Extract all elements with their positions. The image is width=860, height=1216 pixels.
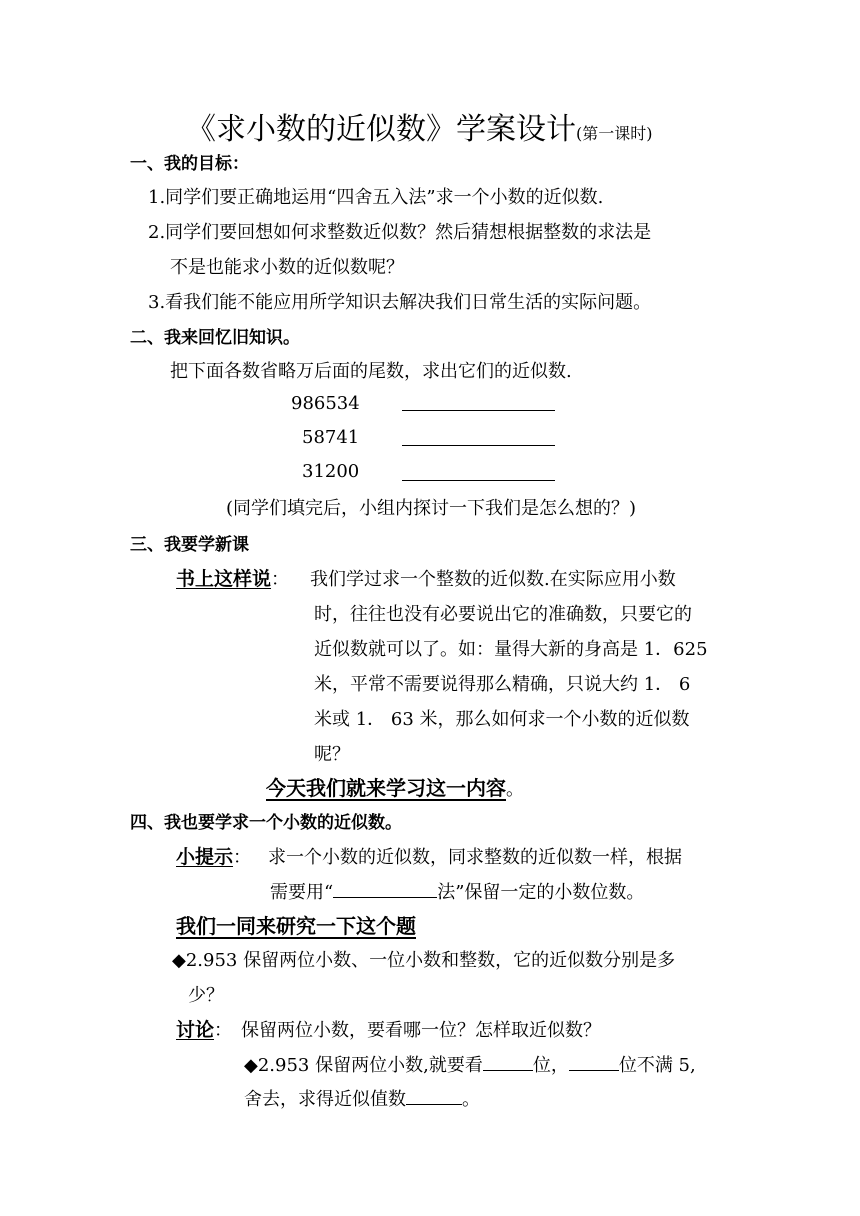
- book-line-5: 米或 1． 63 米，那么如何求一个小数的近似数: [314, 709, 690, 730]
- answer-blank-1[interactable]: [402, 410, 555, 411]
- digit-blank-1[interactable]: [483, 1054, 533, 1071]
- goal-item-3: 3.看我们能不能应用所学知识去解决我们日常生活的实际问题。: [148, 292, 652, 313]
- tip-label-text: 小提示: [176, 846, 234, 868]
- today-learn-text: 今天我们就来学习这一内容: [266, 776, 506, 800]
- goal-item-2-cont: 不是也能求小数的近似数呢？: [170, 257, 404, 278]
- answer-line-1: [244, 1051, 696, 1077]
- method-blank[interactable]: [333, 881, 437, 898]
- section2-instruction: 把下面各数省略万后面的尾数，求出它们的近似数.: [170, 361, 572, 382]
- section1-heading: 一、我的目标：: [130, 154, 249, 174]
- value-blank[interactable]: [406, 1088, 462, 1105]
- answer-line-2: [244, 1085, 480, 1111]
- discuss-label: [176, 1015, 232, 1042]
- discuss-text: 保留两位小数，要看哪一位？怎样取近似数？: [241, 1020, 601, 1041]
- today-learn-end: 。: [506, 779, 524, 800]
- tip-line-2: [270, 878, 644, 904]
- section2-note: (同学们填完后，小组内探讨一下我们是怎么想的？): [226, 498, 637, 519]
- study-heading: 我们一同来研究一下这个题: [176, 914, 416, 938]
- number-1: 986534: [291, 393, 360, 414]
- answer-part-b: 位，: [532, 1055, 569, 1076]
- question-line-1: ◆2.953 保留两位小数、一位小数和整数，它的近似数分别是多: [172, 950, 676, 971]
- title-sub: (第一课时): [576, 124, 653, 143]
- book-says-colon: ：: [271, 569, 290, 590]
- section2-heading: 二、我来回忆旧知识。: [130, 328, 300, 348]
- answer-blank-2[interactable]: [402, 445, 555, 446]
- book-line-3: 近似数就可以了。如：量得大新的身高是 1．625: [314, 639, 708, 660]
- tip-label: [176, 842, 251, 869]
- title-main: 《求小数的近似数》学案设计: [186, 112, 576, 147]
- number-2: 58741: [302, 427, 360, 448]
- book-line-2: 时，往往也没有必要说出它的准确数，只要它的: [314, 604, 692, 625]
- goal-item-1: 1.同学们要正确地运用“四舍五入法”求一个小数的近似数.: [148, 187, 604, 208]
- today-learn: [266, 772, 524, 801]
- tip-line-2-end: 法”保留一定的小数位数。: [437, 882, 645, 903]
- tip-line-1: 求一个小数的近似数，同求整数的近似数一样，根据: [268, 847, 682, 868]
- book-line-4: 米，平常不需要说得那么精确，只说大约 1． 6: [314, 674, 691, 695]
- discuss-colon: ：: [214, 1020, 233, 1041]
- answer-part-e: 。: [462, 1089, 480, 1110]
- number-3: 31200: [302, 461, 360, 482]
- goal-item-2: 2.同学们要回想如何求整数近似数？然后猜想根据整数的求法是: [148, 222, 652, 243]
- answer-part-c: 位不满 5,: [618, 1055, 696, 1076]
- answer-blank-3[interactable]: [402, 480, 555, 481]
- answer-part-a: ◆2.953 保留两位小数,就要看: [244, 1055, 483, 1076]
- question-line-2: 少？: [188, 985, 224, 1006]
- section3-heading: 三、我要学新课: [130, 535, 249, 555]
- book-says-text: 书上这样说: [176, 568, 272, 590]
- book-says-label: [176, 564, 289, 591]
- book-line-6: 呢？: [314, 744, 350, 765]
- page-title: [186, 104, 653, 148]
- book-line-1: 我们学过求一个整数的近似数.在实际应用小数: [310, 569, 676, 590]
- answer-part-d: 舍去，求得近似值数: [244, 1089, 406, 1110]
- discuss-label-text: 讨论: [176, 1019, 215, 1041]
- digit-blank-2[interactable]: [569, 1054, 619, 1071]
- tip-line-2-start: 需要用“: [270, 882, 334, 903]
- section4-heading: 四、我也要学求一个小数的近似数。: [130, 813, 402, 833]
- tip-colon: ：: [233, 847, 252, 868]
